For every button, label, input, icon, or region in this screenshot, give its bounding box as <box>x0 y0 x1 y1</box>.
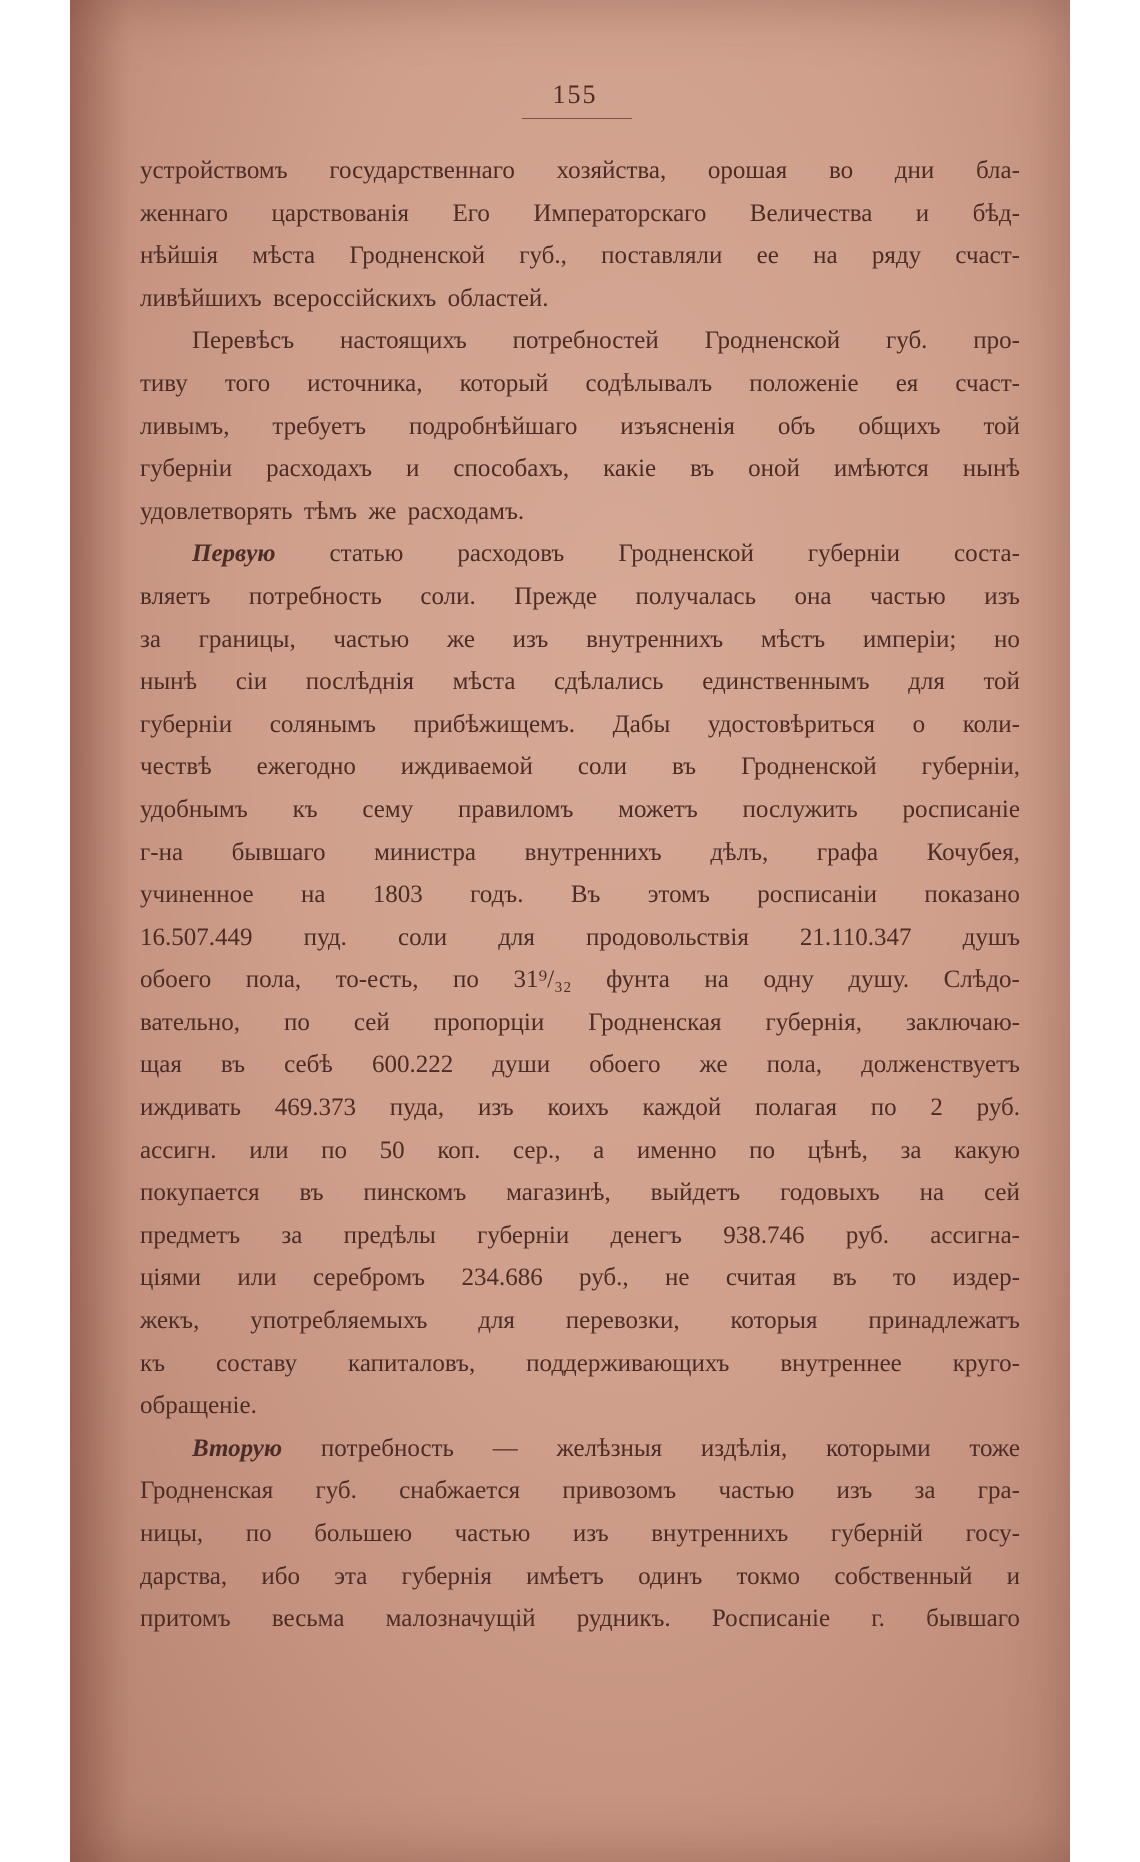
word: внутреннихъ <box>651 1520 789 1547</box>
word: гра- <box>977 1477 1020 1505</box>
word: областей. <box>447 284 549 312</box>
word: расходахъ <box>266 455 373 483</box>
word: мѣста <box>252 242 316 270</box>
word: нѣйшія <box>140 242 219 270</box>
word: душъ <box>962 923 1020 951</box>
word: того <box>224 369 271 397</box>
word: сей <box>984 1179 1020 1207</box>
word: то <box>893 1264 917 1292</box>
word: коли- <box>962 710 1020 738</box>
word: ея <box>895 369 919 397</box>
word: пола, <box>245 966 302 994</box>
word: Величества <box>749 199 873 227</box>
word: душу. <box>848 966 910 994</box>
word: весьма <box>271 1605 345 1633</box>
word: 234.686 <box>461 1264 543 1292</box>
word: общихъ <box>858 412 941 440</box>
text-line <box>140 1215 1020 1258</box>
word: соли <box>397 923 448 951</box>
word: госу- <box>965 1520 1020 1547</box>
word: пропорціи <box>433 1008 545 1036</box>
word: Росписаніе <box>711 1605 831 1633</box>
word: предѣлы <box>343 1221 436 1249</box>
text-line <box>140 448 1020 491</box>
text-line <box>140 576 1020 619</box>
word: губернія <box>401 1562 492 1590</box>
word: Гродненская <box>588 1008 722 1036</box>
text-line <box>140 1257 1020 1300</box>
text-line <box>140 1130 1020 1173</box>
text-line <box>140 1300 1020 1343</box>
word: соли <box>577 753 628 781</box>
word: внутреннихъ <box>586 625 724 653</box>
word: издѣлія, <box>700 1434 788 1462</box>
text-line <box>140 235 1020 278</box>
word: показано <box>924 881 1020 909</box>
word: пуд. <box>303 923 347 951</box>
word: Гродненская <box>140 1477 274 1505</box>
word: — <box>492 1434 518 1462</box>
word: обращеніе. <box>140 1392 257 1420</box>
word: собственный <box>834 1562 973 1590</box>
word: большею <box>314 1520 412 1547</box>
word: губернія, <box>765 1008 862 1036</box>
word: Кочубея, <box>926 838 1020 866</box>
word: изъ <box>836 1477 873 1505</box>
word: внутреннихъ <box>524 838 662 866</box>
word: хозяйства, <box>556 157 667 184</box>
word: губ., <box>519 242 567 270</box>
text-line <box>140 193 1020 236</box>
word: про- <box>973 327 1020 355</box>
word: во <box>828 157 854 184</box>
word: счаст- <box>955 242 1020 270</box>
word: обоего <box>140 966 212 994</box>
word: пинскомъ <box>363 1179 467 1207</box>
word: коихъ <box>547 1094 609 1122</box>
word: она <box>794 582 832 610</box>
word: пола, <box>766 1051 822 1079</box>
word: этомъ <box>647 881 710 909</box>
word: притомъ <box>140 1605 231 1633</box>
word: къ <box>140 1349 166 1377</box>
word: тиву <box>140 369 188 397</box>
text-line <box>140 746 1020 789</box>
word: себѣ <box>284 1051 333 1079</box>
word: Императорскаго <box>533 199 707 227</box>
word: настоящихъ <box>340 327 467 355</box>
word: изъясненія <box>620 412 735 440</box>
word: послужить <box>742 795 858 823</box>
word: соли. <box>420 582 476 610</box>
text-line <box>140 1470 1020 1513</box>
word: серебромъ <box>312 1264 426 1292</box>
word: въ <box>690 455 715 483</box>
word: расходамъ. <box>407 497 525 525</box>
word: для <box>478 1307 515 1335</box>
word: же <box>446 625 475 653</box>
word: дарства, <box>140 1562 228 1590</box>
word: удовлетворять <box>140 497 293 525</box>
text-line <box>140 533 1020 576</box>
word: годовыхъ <box>780 1179 880 1207</box>
word: счаст- <box>955 369 1020 397</box>
text-line <box>140 150 1020 193</box>
word: 50 <box>379 1136 405 1164</box>
word: или <box>249 1136 289 1164</box>
word: мѣстъ <box>760 625 826 653</box>
word: изъ <box>984 582 1020 610</box>
word: нынѣ <box>962 455 1020 483</box>
word: частью <box>869 582 946 610</box>
word: одну <box>763 966 814 994</box>
text-line <box>140 1598 1020 1641</box>
word: долженствуетъ <box>861 1051 1020 1079</box>
scanned-page <box>70 0 1070 1862</box>
word: устройствомъ <box>140 157 288 184</box>
word: за <box>140 625 161 653</box>
word: иждиваемой <box>400 753 533 781</box>
word: всероссійскихъ <box>272 284 437 312</box>
word: 1803 <box>372 881 423 909</box>
word: можетъ <box>618 795 698 823</box>
word: руб., <box>579 1264 629 1292</box>
text-line <box>140 1044 1020 1087</box>
word: нынѣ <box>140 668 198 696</box>
word: изъ <box>477 1094 514 1122</box>
word: 2 <box>930 1094 943 1122</box>
word: единственнымъ <box>702 668 870 696</box>
word: которыми <box>825 1434 931 1462</box>
word: Гродненской <box>741 753 877 781</box>
word: 600.222 <box>371 1051 454 1079</box>
text-line <box>140 1172 1020 1215</box>
word: бѣд- <box>972 199 1020 227</box>
word: 938.746 <box>723 1221 805 1249</box>
word: снабжается <box>399 1477 521 1505</box>
word: желѣзныя <box>556 1434 663 1462</box>
word: соста- <box>954 540 1020 568</box>
text-line <box>140 491 1020 534</box>
word: по <box>870 1094 897 1122</box>
word: той <box>983 668 1020 696</box>
word: полагая <box>754 1094 837 1122</box>
word: положеніе <box>749 369 859 397</box>
word: вательно, <box>140 1008 240 1036</box>
word: которыя <box>730 1307 818 1335</box>
word: бывшаго <box>231 838 326 866</box>
word: магазинѣ, <box>506 1179 611 1207</box>
word: губ. <box>315 1477 357 1505</box>
word: ливѣйшихъ <box>140 284 262 312</box>
word: не <box>664 1264 690 1292</box>
text-line <box>140 1385 1020 1428</box>
word: расходовъ <box>457 540 565 568</box>
word: частью <box>718 1477 795 1505</box>
word: руб. <box>845 1221 890 1249</box>
word: сер., <box>512 1136 561 1164</box>
word: имѣетъ <box>526 1562 604 1590</box>
word: одинъ <box>638 1562 703 1590</box>
word: за <box>914 1477 936 1505</box>
text-line <box>140 1556 1020 1599</box>
word: ряду <box>871 242 922 270</box>
word: требуетъ <box>272 412 367 440</box>
text-line <box>140 1002 1020 1045</box>
word: руб. <box>976 1094 1020 1122</box>
text-line <box>140 1513 1020 1556</box>
word: ибо <box>261 1562 301 1590</box>
word: обоего <box>589 1051 661 1079</box>
word: источника, <box>307 369 423 397</box>
body-text <box>140 150 1020 1641</box>
word: капиталовъ, <box>348 1349 476 1377</box>
text-line <box>140 278 1020 321</box>
word: мѣста <box>452 668 516 696</box>
word: 31⁹/₃₂ <box>513 966 572 994</box>
word: границы, <box>198 625 296 653</box>
word: министра <box>374 838 476 866</box>
word: щая <box>140 1051 182 1079</box>
word: дни <box>894 157 935 184</box>
word: частью <box>454 1520 531 1547</box>
word: продовольствія <box>585 923 749 951</box>
word: способахъ, <box>453 455 570 483</box>
word: той <box>983 412 1020 440</box>
word: Вторую <box>192 1434 283 1462</box>
word: и <box>406 455 420 483</box>
word: коп. <box>437 1136 481 1164</box>
word: губерніи <box>140 710 233 738</box>
word: и <box>1006 1562 1020 1590</box>
word: чествѣ <box>140 753 212 781</box>
word: изъ <box>572 1520 609 1547</box>
word: имперіи; <box>862 625 957 653</box>
word: жекъ, <box>140 1307 200 1335</box>
word: каждой <box>642 1094 722 1122</box>
word: статью <box>329 540 404 568</box>
word: Прежде <box>514 582 598 610</box>
word: потребность <box>320 1434 454 1462</box>
word: сему <box>362 795 414 823</box>
word: Гродненской <box>704 327 841 355</box>
word: въ <box>299 1179 324 1207</box>
word: въ <box>832 1264 857 1292</box>
word: губерніи <box>140 455 233 483</box>
word: сдѣлались <box>554 668 664 696</box>
word: какіе <box>603 455 657 483</box>
text-line <box>140 832 1020 875</box>
word: орошая <box>707 157 788 184</box>
word: получалась <box>635 582 756 610</box>
word: частью <box>333 625 410 653</box>
word: по <box>321 1136 347 1164</box>
word: г-на <box>140 838 184 866</box>
word: сіи <box>235 668 268 696</box>
word: изъ <box>512 625 549 653</box>
word: ее <box>756 242 779 270</box>
word: женнаго <box>140 199 229 227</box>
word: сей <box>353 1008 390 1036</box>
word: перевозки, <box>565 1307 680 1335</box>
word: ассигн. <box>140 1136 217 1164</box>
word: малозначущій <box>385 1605 536 1633</box>
word: ницы, <box>140 1520 204 1547</box>
word: 469.373 <box>274 1094 357 1122</box>
word: удостовѣриться <box>707 710 876 738</box>
word: Перевѣсъ <box>192 327 295 355</box>
word: но <box>994 625 1020 653</box>
word: души <box>492 1051 551 1079</box>
word: губерніи <box>807 540 901 568</box>
word: какую <box>954 1136 1020 1164</box>
word: выйдетъ <box>650 1179 741 1207</box>
word: фунта <box>606 966 670 994</box>
word: принадлежатъ <box>868 1307 1020 1335</box>
text-line <box>140 320 1020 363</box>
word: Его <box>452 199 490 227</box>
word: внутреннее <box>780 1349 902 1377</box>
word: ассигна- <box>930 1221 1020 1249</box>
word: рудникъ. <box>576 1605 671 1633</box>
word: денегъ <box>610 1221 682 1249</box>
word: на <box>704 966 729 994</box>
word: и <box>915 199 930 227</box>
text-line <box>140 789 1020 832</box>
text-line <box>140 363 1020 406</box>
text-line <box>140 1087 1020 1130</box>
word: употребляемыхъ <box>250 1307 428 1335</box>
word: тѣмъ <box>303 497 358 525</box>
word: бла- <box>975 157 1020 184</box>
word: потребность <box>248 582 382 610</box>
word: или <box>237 1264 277 1292</box>
word: ціями <box>140 1264 202 1292</box>
word: токмо <box>736 1562 801 1590</box>
word: заключаю- <box>905 1008 1020 1036</box>
word: удобнымъ <box>140 795 248 823</box>
word: для <box>498 923 535 951</box>
word: Слѣдо- <box>943 966 1020 994</box>
word: содѣлывалъ <box>585 369 713 397</box>
word: Дабы <box>612 710 671 738</box>
word: губ. <box>886 327 928 355</box>
word: именно <box>636 1136 717 1164</box>
text-line <box>140 917 1020 960</box>
text-line <box>140 661 1020 704</box>
word: поставляли <box>601 242 723 270</box>
word: царствованія <box>271 199 410 227</box>
word: къ <box>292 795 318 823</box>
word: для <box>908 668 945 696</box>
word: круго- <box>952 1349 1020 1377</box>
text-line <box>140 704 1020 747</box>
word: государственнаго <box>329 157 515 184</box>
word: эта <box>334 1562 368 1590</box>
word: по <box>245 1520 272 1547</box>
word: за <box>281 1221 303 1249</box>
word: на <box>813 242 838 270</box>
word: покупается <box>140 1179 260 1207</box>
word: Первую <box>192 540 276 568</box>
word: росписаніе <box>902 795 1020 823</box>
word: на <box>919 1179 945 1207</box>
word: солянымъ <box>269 710 376 738</box>
word: издер- <box>952 1264 1020 1292</box>
word: привозомъ <box>562 1477 677 1505</box>
word: годъ. <box>470 881 524 909</box>
text-line <box>140 1343 1020 1386</box>
page-number-rule <box>522 118 632 119</box>
word: въ <box>671 753 697 781</box>
word: по <box>453 966 479 994</box>
word: 21.110.347 <box>799 923 912 951</box>
word: бывшаго <box>926 1605 1020 1633</box>
word: послѣднія <box>305 668 414 696</box>
word: по <box>283 1008 310 1036</box>
word: потребностей <box>512 327 659 355</box>
word: же <box>699 1051 728 1079</box>
word: же <box>368 497 397 525</box>
word: губерній <box>830 1520 924 1547</box>
word: объ <box>777 412 816 440</box>
word: учиненное <box>140 881 254 909</box>
text-line <box>140 959 1020 1002</box>
word: г. <box>871 1605 885 1633</box>
word: въ <box>220 1051 246 1079</box>
word: иждивать <box>140 1094 242 1122</box>
word: о <box>912 710 926 738</box>
word: имѣются <box>833 455 929 483</box>
word: считая <box>725 1264 797 1292</box>
word: правиломъ <box>458 795 574 823</box>
word: вляетъ <box>140 582 211 610</box>
word: то-есть, <box>335 966 419 994</box>
word: составу <box>216 1349 298 1377</box>
word: графа <box>816 838 879 866</box>
word: Гродненской <box>618 540 754 568</box>
word: предметъ <box>140 1221 241 1249</box>
text-line <box>140 874 1020 917</box>
word: подробнѣйшаго <box>408 412 578 440</box>
text-line <box>140 406 1020 449</box>
word: поддерживающихъ <box>526 1349 730 1377</box>
word: губерніи <box>477 1221 570 1249</box>
word: 16.507.449 <box>140 923 253 951</box>
word: тоже <box>969 1434 1020 1462</box>
word: прибѣжищемъ. <box>413 710 576 738</box>
word: Гродненской <box>349 242 485 270</box>
word: на <box>300 881 326 909</box>
word: за <box>900 1136 922 1164</box>
word: ливымъ, <box>140 412 230 440</box>
text-line <box>140 619 1020 662</box>
word: росписаніи <box>757 881 877 909</box>
word: ежегодно <box>256 753 356 781</box>
word: оной <box>748 455 800 483</box>
word: цѣнѣ, <box>807 1136 868 1164</box>
page-number: 155 <box>552 80 598 109</box>
word: по <box>749 1136 776 1164</box>
word: пуда, <box>389 1094 445 1122</box>
word: а <box>593 1136 605 1164</box>
word: дѣлъ, <box>710 838 769 866</box>
word: Въ <box>570 881 601 909</box>
word: губерніи, <box>921 753 1020 781</box>
word: который <box>459 369 549 397</box>
text-line <box>140 1428 1020 1471</box>
